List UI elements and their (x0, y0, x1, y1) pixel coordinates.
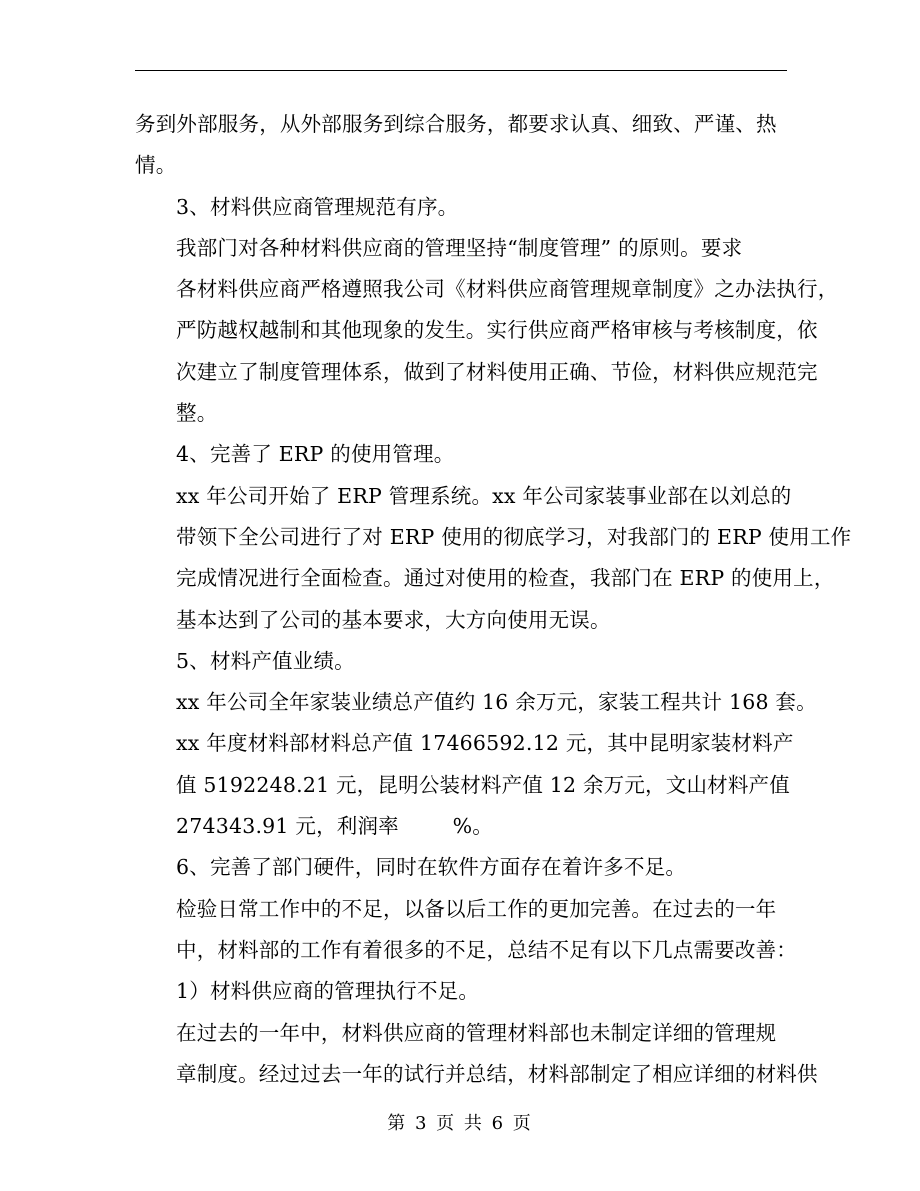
text-line: 检验日常工作中的不足，以备以后工作的更加完善。在过去的一年 (176, 896, 777, 921)
paragraph (135, 187, 787, 228)
paragraph (135, 889, 797, 972)
paragraph (135, 476, 852, 641)
document-body (135, 104, 852, 1095)
paragraph (135, 228, 839, 434)
paragraph (135, 641, 787, 682)
page-number: 第 3 页 共 6 页 (387, 1113, 533, 1134)
text-line: 1）材料供应商的管理执行不足。 (176, 979, 480, 1004)
text-line: 基本达到了公司的基本要求，大方向使用无误。 (176, 607, 611, 632)
paragraph (135, 682, 817, 723)
paragraph (135, 971, 787, 1012)
text-line: 中，材料部的工作有着很多的不足，总结不足有以下几点需要改善： (176, 937, 797, 962)
text-line: 274343.91 元，利润率 %。 (176, 814, 493, 839)
paragraph (135, 847, 787, 888)
text-line: 情。 (135, 153, 177, 178)
text-line: 次建立了制度管理体系，做到了材料使用正确、节俭，材料供应规范完 (176, 359, 818, 384)
text-line: 6、完善了部门硬件，同时在软件方面存在着许多不足。 (176, 855, 687, 880)
text-line: 3、材料供应商管理规范有序。 (176, 194, 459, 219)
text-line: 在过去的一年中，材料供应商的管理材料部也未制定详细的管理规 (176, 1020, 777, 1045)
text-line: xx 年公司全年家装业绩总产值约 16 余万元，家装工程共计 168 套。 (176, 690, 817, 715)
header-rule (135, 70, 787, 71)
text-line: 4、完善了 ERP 的使用管理。 (176, 442, 455, 467)
paragraph (135, 434, 787, 475)
paragraph (135, 723, 794, 847)
text-line: 章制度。经过过去一年的试行并总结，材料部制定了相应详细的材料供 (176, 1061, 818, 1086)
text-line: 带领下全公司进行了对 ERP 使用的彻底学习，对我部门的 ERP 使用工作 (176, 524, 852, 549)
text-line: 各材料供应商严格遵照我公司《材料供应商管理规章制度》之办法执行， (176, 277, 839, 302)
text-line: xx 年度材料部材料总产值 17466592.12 元，其中昆明家装材料产 (176, 731, 794, 756)
text-line: 我部门对各种材料供应商的管理坚持“制度管理” 的原则。要求 (176, 235, 743, 260)
text-line: 整。 (176, 401, 218, 426)
paragraph (135, 104, 787, 187)
text-line: 务到外部服务，从外部服务到综合服务，都要求认真、细致、严谨、热 (135, 112, 777, 136)
text-line: 5、材料产值业绩。 (176, 648, 355, 673)
text-line: 严防越权越制和其他现象的发生。实行供应商严格审核与考核制度，依 (176, 318, 818, 343)
text-line: xx 年公司开始了 ERP 管理系统。xx 年公司家装事业部在以刘总的 (176, 483, 792, 508)
paragraph (135, 1013, 818, 1096)
text-line: 完成情况进行全面检查。通过对使用的检查，我部门在 ERP 的使用上， (176, 566, 835, 591)
text-line: 值 5192248.21 元，昆明公装材料产值 12 余万元，文山材料产值 (176, 772, 790, 797)
